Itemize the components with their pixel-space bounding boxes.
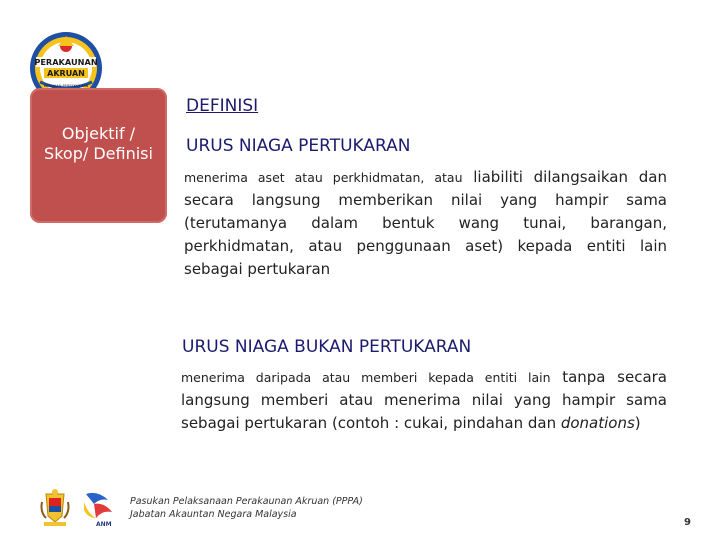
non-exchange-text-part2: tanpa secara langsung memberi atau menerima nilai yang hampir sama sebagai pertukaran (contoh : cukai, pindahan dan bbox=[181, 368, 667, 432]
page-number: 9 bbox=[684, 517, 691, 528]
footer-logos bbox=[38, 488, 124, 528]
side-panel-label: Objektif / Skop/ Definisi bbox=[44, 124, 153, 163]
non-exchange-text-part1: menerima daripada atau memberi kepada entiti lain bbox=[181, 370, 551, 385]
logo-line3: KERAJAAN PERSEKUTUAN bbox=[43, 84, 89, 88]
section-title-non-exchange: URUS NIAGA BUKAN PERTUKARAN bbox=[182, 337, 472, 357]
footer-org-line1: Pasukan Pelaksanaan Perakaunan Akruan (PPPA) bbox=[130, 496, 363, 507]
coat-of-arms-icon bbox=[42, 489, 69, 526]
section-body-exchange bbox=[184, 166, 667, 281]
exchange-text-part2: liabiliti dilangsaikan dan secara langsung memberikan nilai yang hampir sama (terutamanya dalam bentuk wang tunai, barangan, perkhidmatan, atau penggunaan aset) kepada entiti lain sebagai pertukaran bbox=[184, 168, 667, 278]
exchange-text-part1: menerima aset atau perkhidmatan, atau bbox=[184, 170, 463, 185]
non-exchange-text-part4: ) bbox=[634, 414, 641, 432]
section-title-exchange: URUS NIAGA PERTUKARAN bbox=[186, 136, 411, 156]
page-title: DEFINISI bbox=[186, 96, 259, 116]
footer-organization bbox=[130, 495, 363, 521]
objective-scope-definition-panel bbox=[30, 88, 167, 223]
anm-text: ANM bbox=[96, 521, 112, 528]
footer-org-line2: Jabatan Akauntan Negara Malaysia bbox=[130, 509, 297, 520]
anm-logo-icon bbox=[84, 493, 112, 528]
logo-line2: AKRUAN bbox=[47, 69, 85, 78]
logo-line1: PERAKAUNAN bbox=[34, 57, 98, 67]
section-body-non-exchange bbox=[181, 366, 667, 435]
non-exchange-text-part3: donations bbox=[560, 414, 635, 432]
